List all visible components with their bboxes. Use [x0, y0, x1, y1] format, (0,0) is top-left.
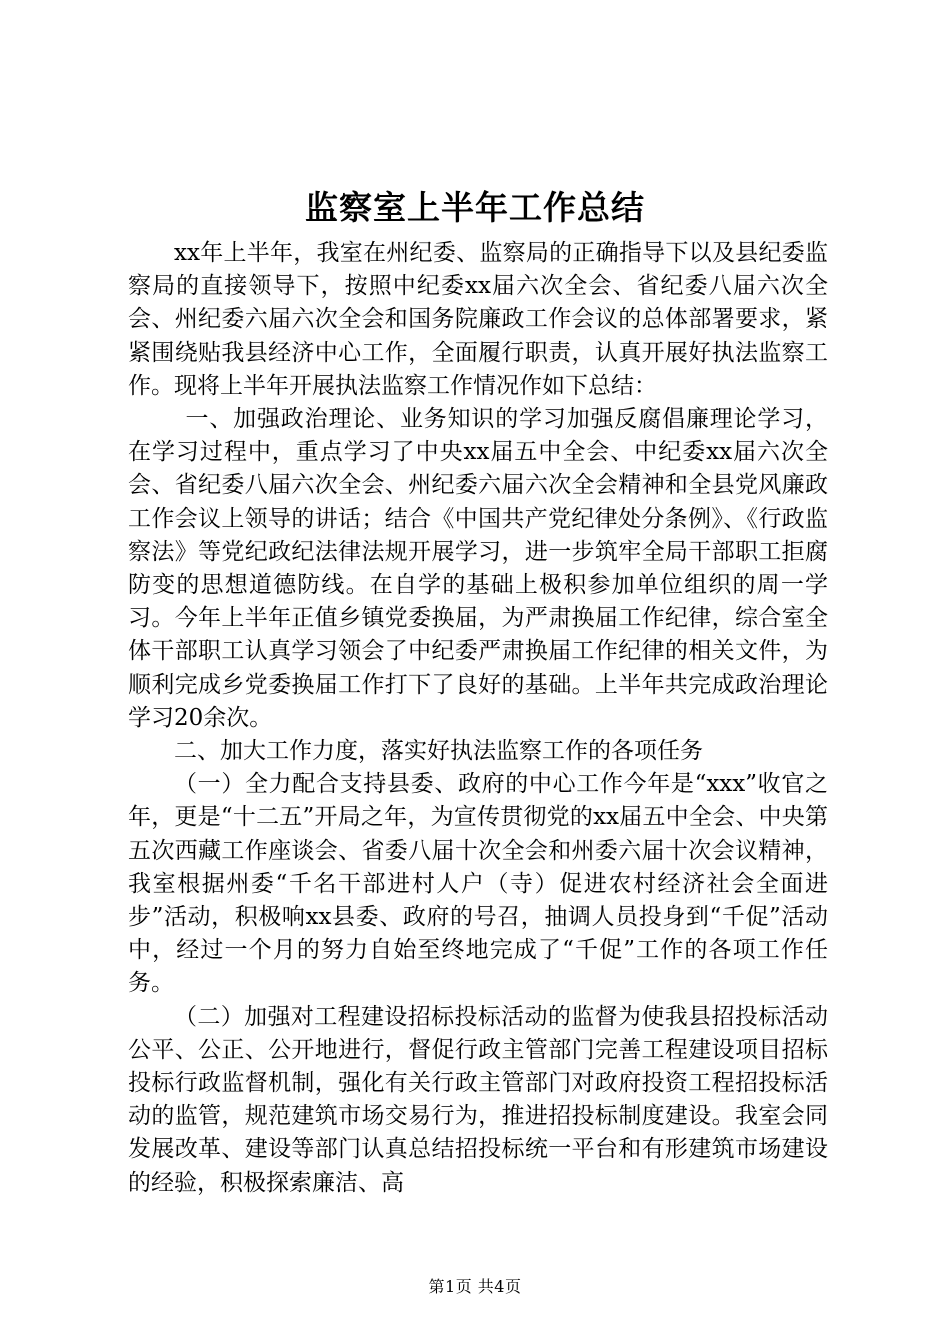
paragraph-subsection-1: （一）全力配合支持县委、政府的中心工作今年是“xxx”收官之年，更是“十二五”开局之年，为宣传贯彻党的xx届五中全会、中央第五次西藏工作座谈会、省委八届十次全会和州委六届十次会议精神，我室根据州委“千名干部进村人户（寺）促进农村经济社会全面进步”活动，积极响xx县委、政府的号召，抽调人员投身到“千促”活动中，经过一个月的努力自始至终地完成了“千促”工作的各项工作任务。 — [128, 771, 828, 997]
document-body — [128, 237, 828, 1200]
paragraph-intro: xx年上半年，我室在州纪委、监察局的正确指导下以及县纪委监察局的直接领导下，按照中纪委xx届六次全会、省纪委八届六次全会、州纪委六届六次全会和国务院廉政工作会议的总体部署要求，紧紧围绕贴我县经济中心工作，全面履行职责，认真开展好执法监察工作。现将上半年开展执法监察工作情况作如下总结： — [128, 240, 828, 399]
paragraph-section-1: 一、加强政治理论、业务知识的学习加强反腐倡廉理论学习，在学习过程中，重点学习了中央xx届五中全会、中纪委xx届六次全会、省纪委八届六次全会、州纪委六届六次全会精神和全县党风廉政工作会议上领导的讲话；结合《中国共产党纪律处分条例》、《行政监察法》等党纪政纪法律法规开展学习，进一步筑牢全局干部职工拒腐防变的思想道德防线。在自学的基础上极积参加单位组织的周一学习。今年上半年正值乡镇党委换届，为严肃换届工作纪律，综合室全体干部职工认真学习领会了中纪委严肃换届工作纪律的相关文件，为顺利完成乡党委换届工作打下了良好的基础。上半年共完成政治理论学习20余次。 — [128, 406, 828, 731]
document-title: 监察室上半年工作总结 — [305, 188, 645, 227]
page-footer: 第1页 共4页 — [428, 1277, 522, 1296]
paragraph-section-2-heading: 二、加大工作力度，落实好执法监察工作的各项任务 — [174, 738, 703, 765]
paragraph-subsection-2: （二）加强对工程建设招标投标活动的监督为使我县招投标活动公平、公正、公开地进行，督促行政主管部门完善工程建设项目招标投标行政监督机制，强化有关行政主管部门对政府投资工程招投标活动的监管，规范建筑市场交易行为，推进招投标制度建设。我室会同发展改革、建设等部门认真总结招投标统一平台和有形建筑市场建设的经验，积极探索廉洁、高 — [128, 1003, 828, 1196]
